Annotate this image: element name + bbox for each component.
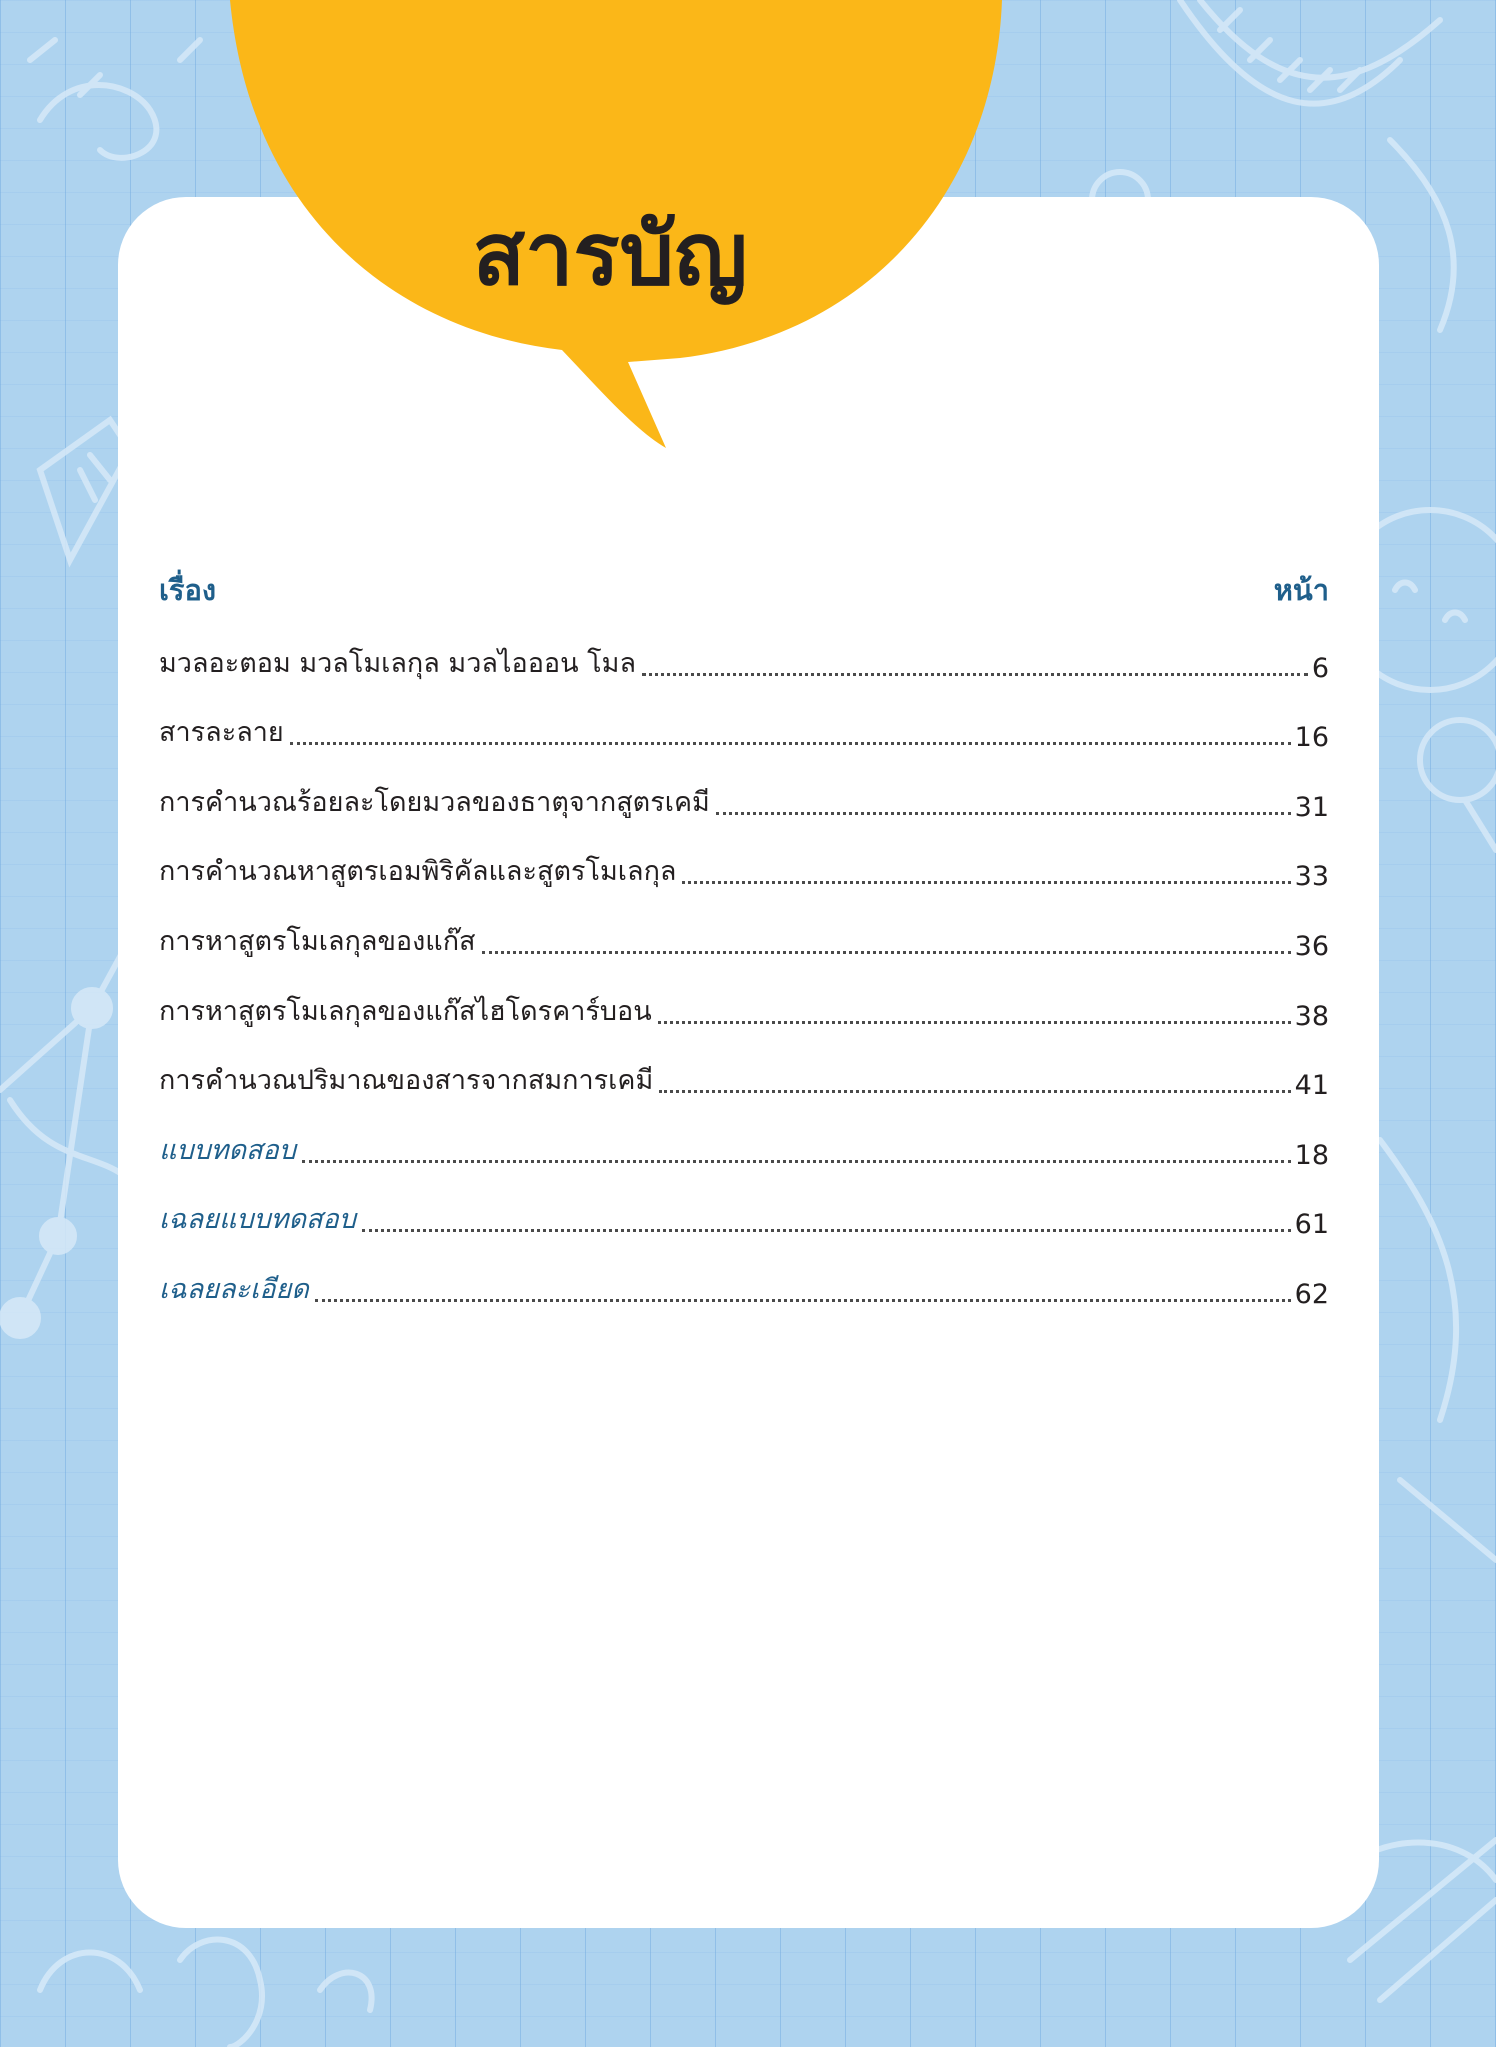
page-column-label: หน้า (1273, 573, 1329, 607)
dot-leader (659, 1090, 1290, 1093)
dot-leader (658, 1021, 1291, 1024)
toc-entry-page: 16 (1294, 722, 1329, 754)
toc-entry-page: 36 (1294, 930, 1329, 962)
toc-entry[interactable] (159, 1046, 1329, 1116)
magnifier-doodle (1420, 720, 1496, 800)
toc-entry-page: 6 (1311, 652, 1329, 684)
toc-entry-label: การคำนวณปริมาณของสารจากสมการเคมี (159, 1065, 654, 1097)
toc-entry-label: การหาสูตรโมเลกุลของแก๊ส (159, 925, 476, 957)
toc-entry-label: แบบทดสอบ (159, 1134, 296, 1166)
dot-leader (362, 1229, 1291, 1232)
toc-entry-page: 18 (1294, 1139, 1329, 1171)
table-of-contents (159, 562, 1329, 1324)
toc-entry-page: 38 (1294, 1000, 1329, 1032)
toc-entry[interactable] (159, 767, 1329, 837)
toc-entry-label: มวลอะตอม มวลโมเลกุล มวลไอออน โมล (159, 647, 637, 679)
toc-entry-label: การคำนวณหาสูตรเอมพิริคัลและสูตรโมเลกุล (159, 856, 677, 888)
dot-leader (315, 1299, 1291, 1302)
toc-entry-label: เฉลยแบบทดสอบ (159, 1204, 356, 1236)
dot-leader (682, 881, 1290, 884)
blob-doodle (40, 1940, 262, 2047)
dot-leader (482, 951, 1291, 954)
dot-leader (302, 1160, 1291, 1163)
toc-header (159, 562, 1329, 618)
dot-leader (642, 673, 1308, 676)
toc-entry[interactable] (159, 976, 1329, 1046)
toc-entry-quiz-answers[interactable] (159, 1185, 1329, 1255)
toc-entry-label: สารละลาย (159, 717, 284, 749)
toc-entry-page: 41 (1294, 1070, 1329, 1102)
dot-leader (290, 742, 1291, 745)
topic-column-label: เรื่อง (159, 573, 217, 607)
toc-entry-label: การหาสูตรโมเลกุลของแก๊สไฮโดรคาร์บอน (159, 995, 652, 1027)
page-title: สารบัญ (472, 205, 748, 305)
toc-entry[interactable] (159, 628, 1329, 698)
toc-entry-page: 31 (1294, 791, 1329, 823)
toc-entry[interactable] (159, 906, 1329, 976)
toc-entry-quiz[interactable] (159, 1115, 1329, 1185)
toc-entry[interactable] (159, 698, 1329, 768)
toc-entry[interactable] (159, 837, 1329, 907)
toc-entry-page: 61 (1294, 1209, 1329, 1241)
toc-entry-page: 62 (1294, 1278, 1329, 1310)
toc-entry-label: การคำนวณร้อยละโดยมวลของธาตุจากสูตรเคมี (159, 786, 710, 818)
dot-leader (716, 812, 1291, 815)
toc-entry-label: เฉลยละเอียด (159, 1273, 309, 1305)
toc-entry-detailed-answers[interactable] (159, 1254, 1329, 1324)
toc-entry-page: 33 (1294, 861, 1329, 893)
